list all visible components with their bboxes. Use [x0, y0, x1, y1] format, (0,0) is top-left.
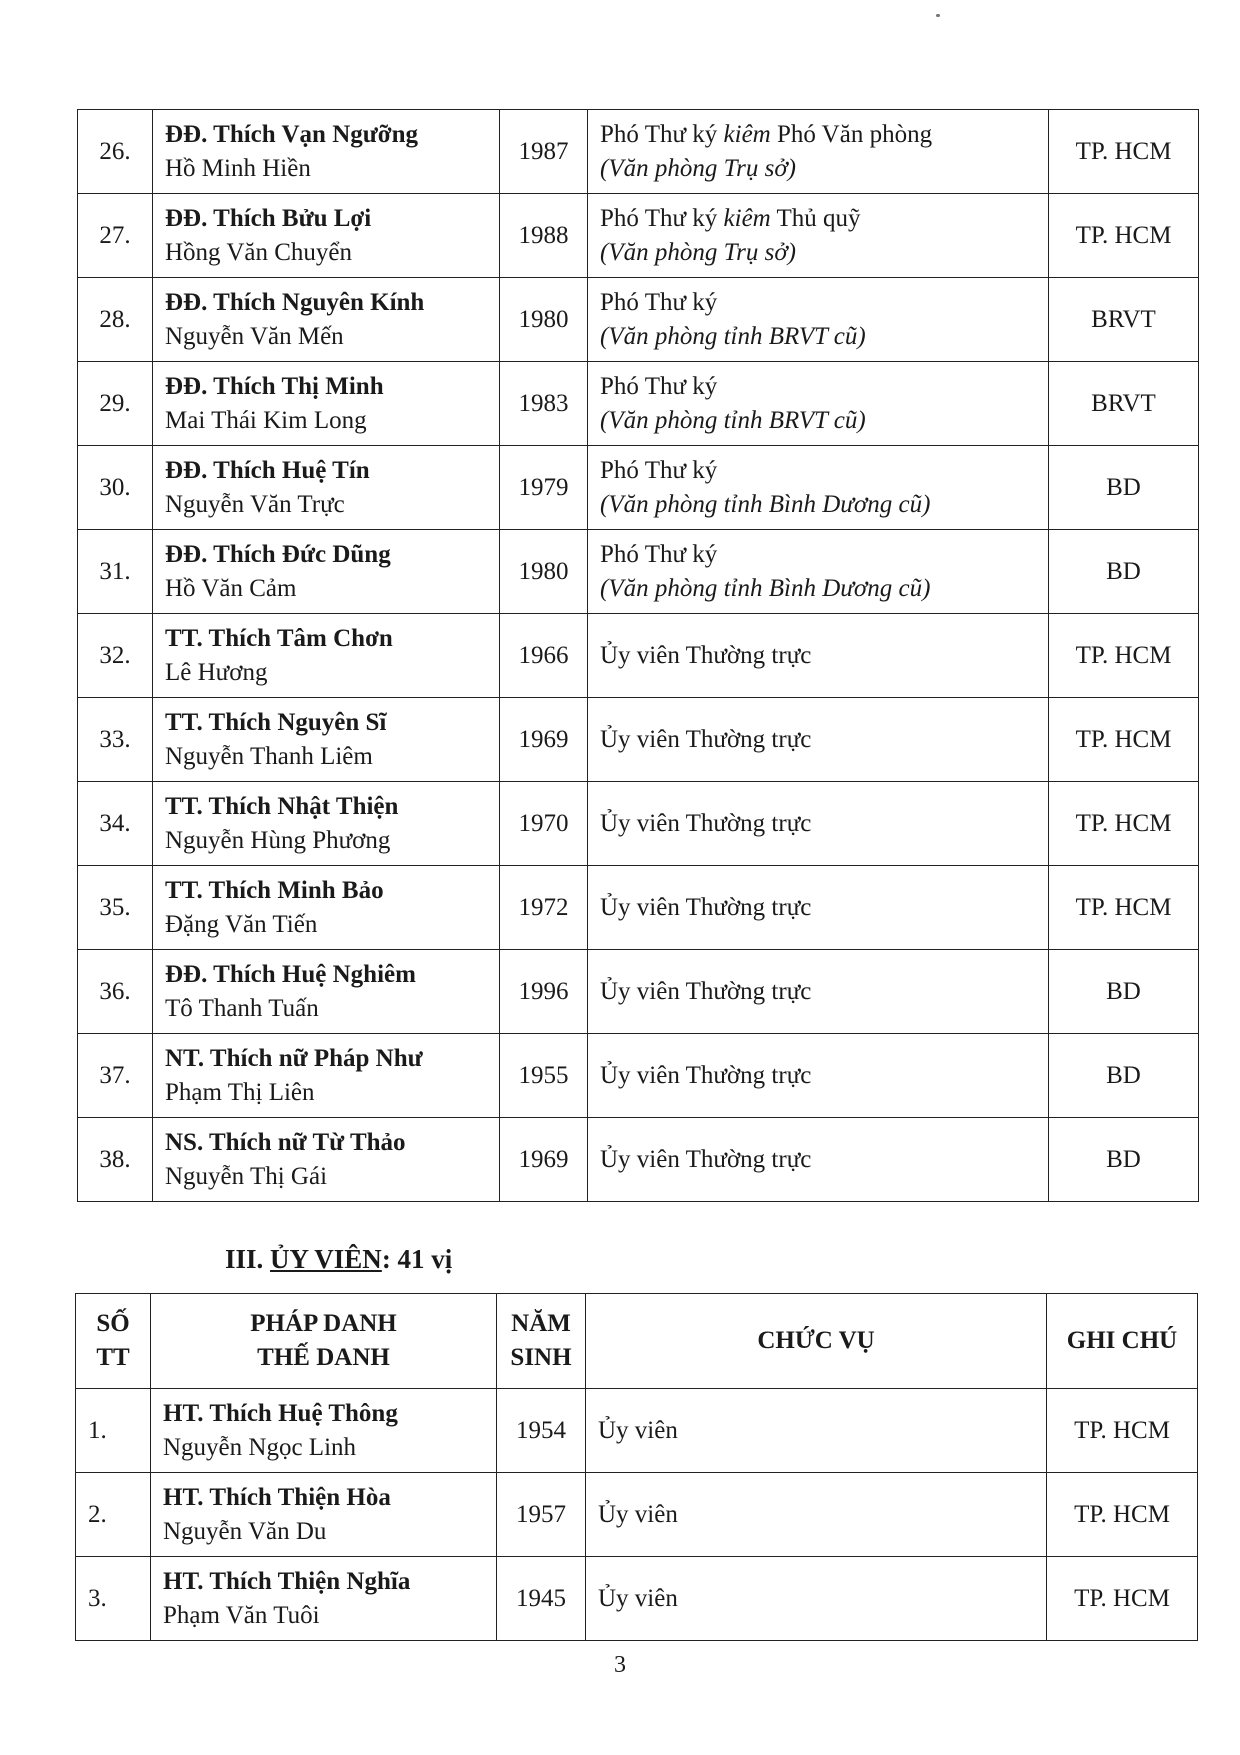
dharma-name: ĐĐ. Thích Huệ Nghiêm: [165, 960, 416, 988]
row-number: 36.: [78, 950, 153, 1034]
row-number: 3.: [76, 1557, 151, 1641]
secular-name: Hồ Minh Hiền: [165, 154, 311, 182]
note: TP. HCM: [1049, 782, 1199, 866]
position-cell: [588, 194, 1049, 278]
row-number: 1.: [76, 1389, 151, 1473]
position-office: (Văn phòng Trụ sở): [600, 238, 796, 266]
note: BD: [1049, 1118, 1199, 1202]
position-title: [600, 286, 1036, 320]
committee-table-continued: [77, 109, 1199, 1202]
note: TP. HCM: [1047, 1473, 1198, 1557]
dharma-name: NT. Thích nữ Pháp Như: [165, 1044, 423, 1072]
name-cell: [153, 110, 500, 194]
position-text: Ủy viên Thường trực: [600, 1145, 812, 1173]
row-number: 32.: [78, 614, 153, 698]
position-text: Ủy viên Thường trực: [600, 641, 812, 669]
position-office: (Văn phòng tỉnh Bình Dương cũ): [600, 490, 931, 518]
note: TP. HCM: [1049, 614, 1199, 698]
birth-year: 1980: [500, 278, 588, 362]
table-row: [78, 950, 1199, 1034]
header-note: GHI CHÚ: [1047, 1294, 1198, 1389]
birth-year: 1955: [500, 1034, 588, 1118]
secular-name: Nguyễn Hùng Phương: [165, 826, 391, 854]
birth-year: 1996: [500, 950, 588, 1034]
birth-year: 1979: [500, 446, 588, 530]
position-cell: [588, 110, 1049, 194]
name-cell: [153, 614, 500, 698]
row-number: 31.: [78, 530, 153, 614]
note: TP. HCM: [1049, 194, 1199, 278]
birth-year: 1980: [500, 530, 588, 614]
position-title: [600, 807, 1036, 841]
position-cell: [588, 950, 1049, 1034]
table-row: [78, 698, 1199, 782]
table-row: [78, 530, 1199, 614]
position-title: [600, 118, 1036, 152]
table-row: [78, 1034, 1199, 1118]
position-office: (Văn phòng tỉnh Bình Dương cũ): [600, 574, 931, 602]
row-number: 29.: [78, 362, 153, 446]
position-cell: [588, 782, 1049, 866]
position-cell: [588, 278, 1049, 362]
page-number: 3: [614, 1652, 626, 1678]
position-text-2: Thủ quỹ: [770, 204, 861, 232]
birth-year: 1957: [497, 1473, 586, 1557]
dharma-name: ĐĐ. Thích Huệ Tín: [165, 456, 370, 484]
table-row: [76, 1389, 1198, 1473]
name-cell: [151, 1557, 497, 1641]
secular-name: Tô Thanh Tuấn: [165, 994, 319, 1022]
position-text: Ủy viên Thường trực: [600, 977, 812, 1005]
position-cell: [588, 1034, 1049, 1118]
note: TP. HCM: [1049, 698, 1199, 782]
table-row: [78, 1118, 1199, 1202]
secular-name: Nguyễn Văn Du: [163, 1517, 327, 1545]
secular-name: Nguyễn Thị Gái: [165, 1162, 328, 1190]
secular-name: Đặng Văn Tiến: [165, 910, 318, 938]
table-row: [78, 362, 1199, 446]
dharma-name: TT. Thích Nguyên Sĩ: [165, 708, 387, 736]
secular-name: Lê Hương: [165, 658, 268, 686]
name-cell: [153, 194, 500, 278]
position-cell: [588, 698, 1049, 782]
header-year: NĂM SINH: [497, 1294, 586, 1389]
position-title: [600, 202, 1036, 236]
members-table: [75, 1293, 1198, 1641]
secular-name: Phạm Văn Tuôi: [163, 1601, 320, 1629]
position-text: Ủy viên Thường trực: [600, 725, 812, 753]
position-cell: [588, 866, 1049, 950]
name-cell: [153, 362, 500, 446]
position-cell: [588, 362, 1049, 446]
dharma-name: HT. Thích Huệ Thông: [163, 1399, 398, 1427]
row-number: 30.: [78, 446, 153, 530]
note: BD: [1049, 950, 1199, 1034]
row-number: 34.: [78, 782, 153, 866]
position-text: Phó Thư ký: [600, 288, 718, 316]
position-office: (Văn phòng tỉnh BRVT cũ): [600, 322, 866, 350]
row-number: 26.: [78, 110, 153, 194]
secular-name: Hồ Văn Cảm: [165, 574, 297, 602]
table-row: [78, 278, 1199, 362]
name-cell: [151, 1389, 497, 1473]
secular-name: Hồng Văn Chuyển: [165, 238, 353, 266]
note: BRVT: [1049, 362, 1199, 446]
table-row: [76, 1473, 1198, 1557]
birth-year: 1969: [500, 698, 588, 782]
table-row: [78, 782, 1199, 866]
secular-name: Nguyễn Văn Mến: [165, 322, 344, 350]
position-cell: [588, 1118, 1049, 1202]
position-text: Ủy viên Thường trực: [600, 893, 812, 921]
secular-name: Nguyễn Ngọc Linh: [163, 1433, 357, 1461]
row-number: 33.: [78, 698, 153, 782]
name-cell: [153, 698, 500, 782]
position-title: [600, 454, 1036, 488]
name-cell: [153, 446, 500, 530]
name-cell: [153, 866, 500, 950]
name-cell: [153, 1118, 500, 1202]
position-text: Ủy viên Thường trực: [600, 809, 812, 837]
name-cell: [153, 950, 500, 1034]
position-title: [600, 538, 1036, 572]
dharma-name: NS. Thích nữ Từ Thảo: [165, 1128, 406, 1156]
dharma-name: TT. Thích Minh Bảo: [165, 876, 384, 904]
birth-year: 1945: [497, 1557, 586, 1641]
note: BRVT: [1049, 278, 1199, 362]
position-text: Phó Thư ký: [600, 540, 718, 568]
note: BD: [1049, 446, 1199, 530]
position: Ủy viên: [586, 1557, 1047, 1641]
dharma-name: TT. Thích Nhật Thiện: [165, 792, 399, 820]
note: TP. HCM: [1049, 866, 1199, 950]
row-number: 27.: [78, 194, 153, 278]
dharma-name: ĐĐ. Thích Vạn Ngưỡng: [165, 120, 418, 148]
position: Ủy viên: [586, 1389, 1047, 1473]
name-cell: [151, 1473, 497, 1557]
secular-name: Nguyễn Thanh Liêm: [165, 742, 373, 770]
birth-year: 1969: [500, 1118, 588, 1202]
birth-year: 1983: [500, 362, 588, 446]
birth-year: 1988: [500, 194, 588, 278]
header-name: PHÁP DANH THẾ DANH: [151, 1294, 497, 1389]
position-cell: [588, 614, 1049, 698]
scan-speck: [936, 14, 940, 17]
position-text: Phó Thư ký: [600, 120, 724, 148]
position-title: [600, 1143, 1036, 1177]
note: TP. HCM: [1047, 1389, 1198, 1473]
note: TP. HCM: [1047, 1557, 1198, 1641]
table-row: [78, 866, 1199, 950]
dharma-name: HT. Thích Thiện Nghĩa: [163, 1567, 411, 1595]
table-row: [78, 614, 1199, 698]
birth-year: 1972: [500, 866, 588, 950]
secular-name: Mai Thái Kim Long: [165, 406, 367, 434]
position-title: [600, 639, 1036, 673]
position-office: (Văn phòng Trụ sở): [600, 154, 796, 182]
dharma-name: ĐĐ. Thích Đức Dũng: [165, 540, 391, 568]
note: TP. HCM: [1049, 110, 1199, 194]
dharma-name: ĐĐ. Thích Nguyên Kính: [165, 288, 425, 316]
table-row: [78, 110, 1199, 194]
section-title: III. ỦY VIÊN: 41 vị: [225, 1244, 453, 1274]
position-title: [600, 370, 1036, 404]
position: Ủy viên: [586, 1473, 1047, 1557]
row-number: 38.: [78, 1118, 153, 1202]
position-cell: [588, 530, 1049, 614]
dharma-name: ĐĐ. Thích Bửu Lợi: [165, 204, 372, 232]
birth-year: 1966: [500, 614, 588, 698]
position-text: Ủy viên Thường trực: [600, 1061, 812, 1089]
position-text-2: Phó Văn phòng: [770, 120, 933, 148]
position-concurrent: kiêm: [723, 204, 771, 232]
position-title: [600, 723, 1036, 757]
position-title: [600, 891, 1036, 925]
birth-year: 1954: [497, 1389, 586, 1473]
header-no: SỐ TT: [76, 1294, 151, 1389]
name-cell: [153, 782, 500, 866]
birth-year: 1987: [500, 110, 588, 194]
note: BD: [1049, 530, 1199, 614]
position-concurrent: kiêm: [723, 120, 771, 148]
position-title: [600, 1059, 1036, 1093]
dharma-name: ĐĐ. Thích Thị Minh: [165, 372, 384, 400]
secular-name: Phạm Thị Liên: [165, 1078, 315, 1106]
position-office: (Văn phòng tỉnh BRVT cũ): [600, 406, 866, 434]
position-title: [600, 975, 1036, 1009]
row-number: 28.: [78, 278, 153, 362]
birth-year: 1970: [500, 782, 588, 866]
table-row: [76, 1557, 1198, 1641]
table-header-row: [76, 1294, 1198, 1389]
dharma-name: HT. Thích Thiện Hòa: [163, 1483, 391, 1511]
note: BD: [1049, 1034, 1199, 1118]
name-cell: [153, 278, 500, 362]
row-number: 35.: [78, 866, 153, 950]
table-row: [78, 446, 1199, 530]
position-text: Phó Thư ký: [600, 204, 724, 232]
name-cell: [153, 1034, 500, 1118]
dharma-name: TT. Thích Tâm Chơn: [165, 624, 393, 652]
position-text: Phó Thư ký: [600, 372, 718, 400]
position-text: Phó Thư ký: [600, 456, 718, 484]
row-number: 37.: [78, 1034, 153, 1118]
table-row: [78, 194, 1199, 278]
name-cell: [153, 530, 500, 614]
position-cell: [588, 446, 1049, 530]
header-position: CHỨC VỤ: [586, 1294, 1047, 1389]
secular-name: Nguyễn Văn Trực: [165, 490, 345, 518]
row-number: 2.: [76, 1473, 151, 1557]
